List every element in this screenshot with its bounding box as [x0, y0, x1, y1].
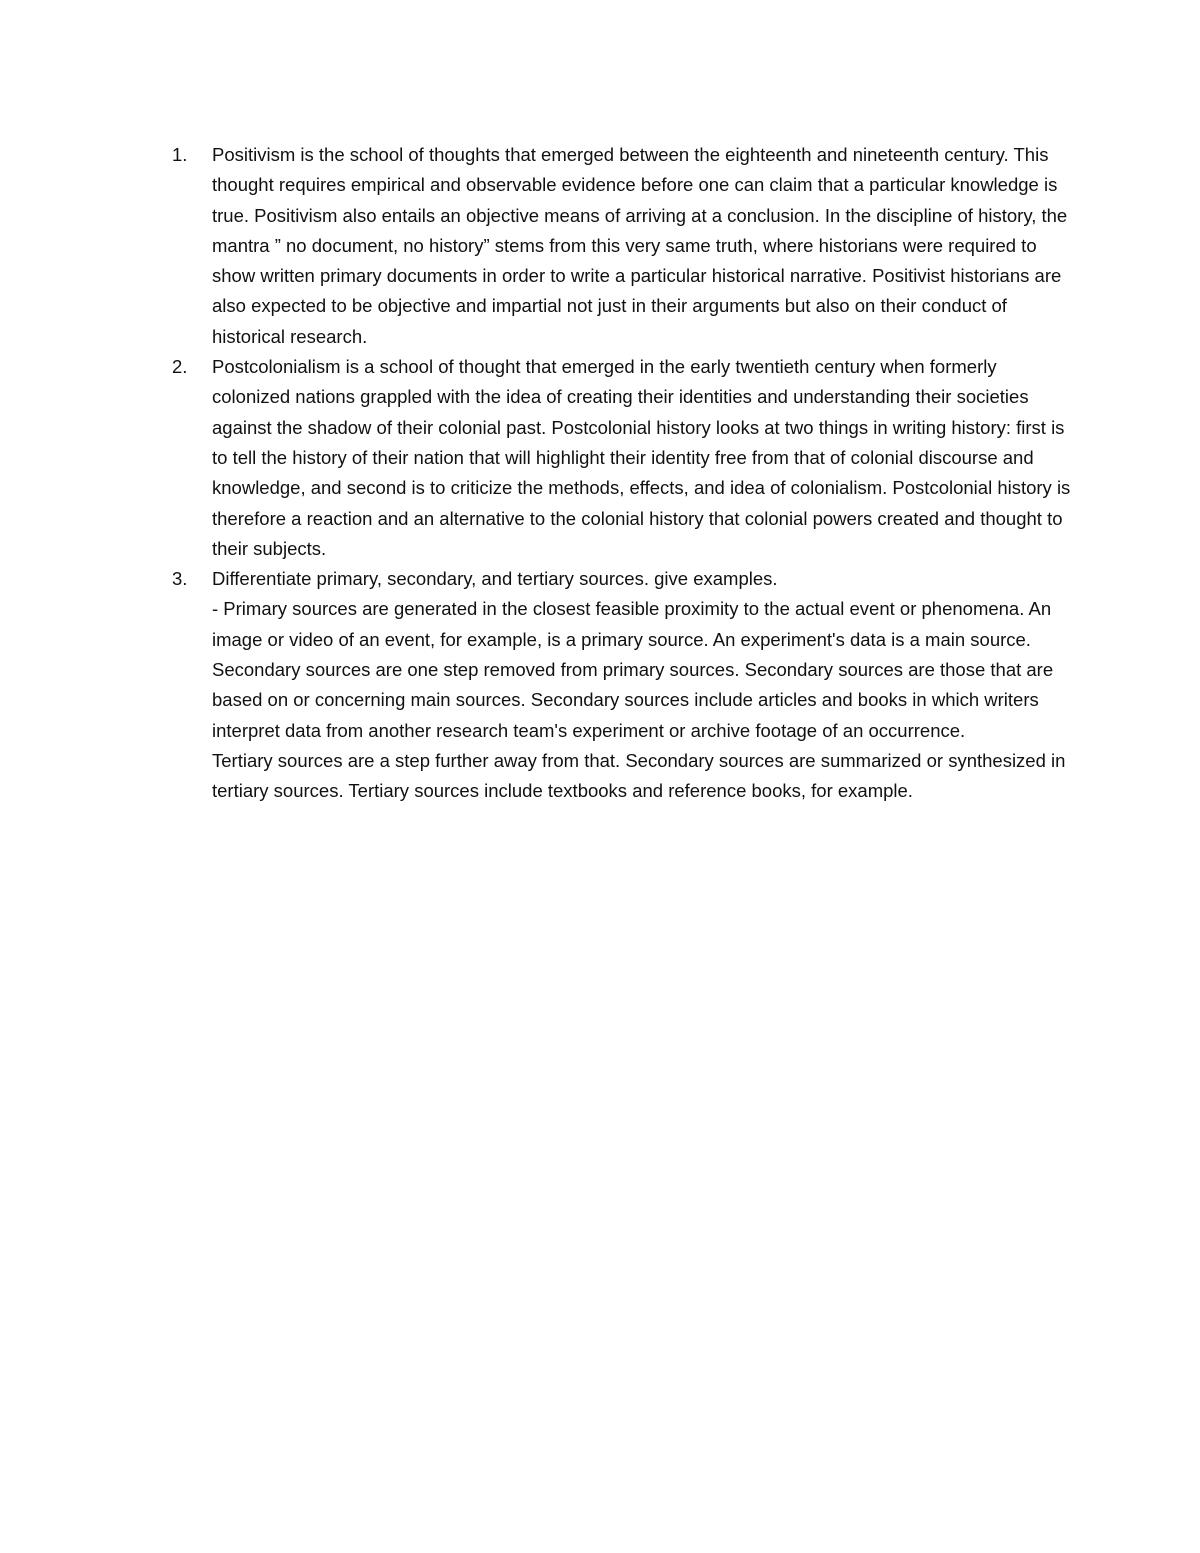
paragraph-primary-sources: - Primary sources are generated in the closest feasible proximity to the actual event or phenomena. An image or video of an event, for example, is a primary source. An experiment's data is a main source.: [212, 598, 1052, 650]
paragraph-positivism: Positivism is the school of thoughts that emerged between the eighteenth and nineteenth century. This thought requires empirical and observable evidence before one can claim that a particular knowledge is true. Positivism also entails an objective means of arriving at a conclusion. In the discipline of history, the mantra ” no document, no history” stems from this very same truth, where historians were required to show written primary documents in order to write a particular historical narrative. Positivist historians are also expected to be objective and impartial not just in their arguments but also on their conduct of historical research.: [212, 144, 1068, 347]
list-item-number: 1.: [172, 144, 188, 165]
list-item-number: 2.: [172, 356, 188, 378]
list-item-number: 3.: [172, 568, 188, 590]
paragraph-question-sources: Differentiate primary, secondary, and tertiary sources. give examples.: [212, 568, 778, 590]
paragraph-postcolonialism: Postcolonialism is a school of thought that emerged in the early twentieth century when formerly colonized nations grappled with the idea of creating their identities and understanding their societies against the shadow of their colonial past. Postcolonial history looks at two things in writing history: first is to tell the history of their nation that will highlight their identity free from that of colonial discourse and knowledge, and second is to criticize the methods, effects, and idea of colonialism. Postcolonial history is therefore a reaction and an alternative to the colonial history that colonial powers created and thought to their subjects.: [212, 356, 1071, 559]
numbered-list: [172, 140, 1072, 807]
list-item-body: [212, 140, 1072, 352]
list-item: [172, 140, 1072, 352]
list-item-body: [212, 564, 1072, 806]
paragraph-tertiary-sources: Tertiary sources are a step further away from that. Secondary sources are summarized or synthesized in tertiary sources. Tertiary sources include textbooks and reference books, for example.: [212, 749, 1066, 802]
list-item: [172, 564, 1072, 806]
paragraph-secondary-sources: Secondary sources are one step removed from primary sources. Secondary sources are those that are based on or concerning main sources. Secondary sources include articles and books in which writers interpret data from another research team's experiment or archive footage of an occurrence.: [212, 659, 1054, 741]
list-item: [172, 352, 1072, 564]
list-item-body: [212, 352, 1072, 564]
